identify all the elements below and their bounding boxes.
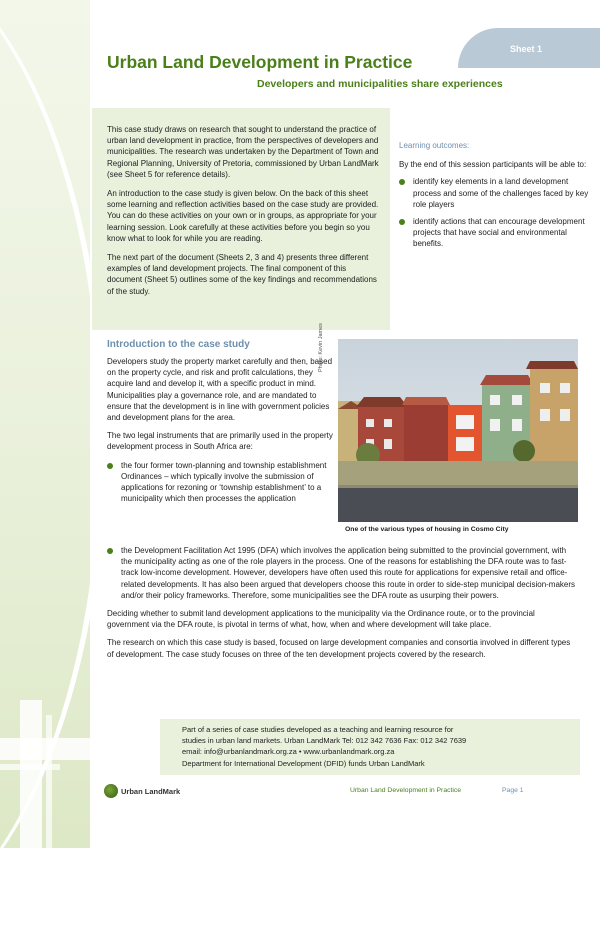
learning-outcomes-heading: Learning outcomes:: [399, 141, 470, 150]
learning-outcome-item: [399, 176, 589, 210]
bullet-icon: [399, 179, 405, 185]
footer-info-text: [182, 724, 572, 769]
case-study-full-width: [107, 545, 579, 667]
globe-icon: [104, 784, 118, 798]
intro-paragraph: An introduction to the case study is given below. On the back of this sheet some learning and reflection activities based on the case study are provided. You can do these activities on your own or in groups, as appropriate for your learning session. Look carefully at these activities before you begin so you know what to look for while you are reading.: [107, 189, 379, 243]
learning-outcome-text: identify actions that can encourage development projects that have social and environmental benefits.: [413, 217, 585, 249]
intro-paragraph: This case study draws on research that sought to understand the practice of urban land development in practice, from the perspectives of developers and municipalities. The research was undertaken by the Department of Town and Regional Planning, University of Pretoria, commissioned by Urban LandMark (see Sheet 5 for reference details).: [107, 125, 379, 179]
footer-document-title: Urban Land Development in Practice: [350, 787, 462, 794]
cross-motif: [20, 700, 42, 848]
body-paragraph: Developers study the property market carefully and then, based on the property cycle, and risk and profit calculations, they acquire land and develop it, with a specific product in mind. Municipalities play a governance role, and are mandated to ensure that the development is in line with government policies and development plans for the area.: [107, 357, 333, 423]
page-title: Urban Land Development in Practice: [107, 52, 413, 72]
case-study-column: [107, 356, 333, 504]
intro-paragraph: The next part of the document (Sheets 2, 3 and 4) presents three different examples of land development projects. The final component of this document (Sheet 5) outlines some of the key findings and recommendations of the study.: [107, 253, 377, 296]
learning-outcome-text: identify key elements in a land development process and some of the challenges faced by key role players: [413, 177, 589, 209]
photo-credit: Photo: Kevin James: [318, 323, 324, 372]
logo-text: Urban LandMark: [121, 786, 181, 796]
list-item-text: the Development Facilitation Act 1995 (DFA) which involves the application being submitted to the provincial government, with the municipality acting as one of the role players in the process. One of the reasons for establishing the DFA route was to fast-track low-income development. However, developers have often used this route for applications for expensive retail and office-related developments. It has also been argued that developers choose this route in order to side-step municipal decision-makers and/or their policy frameworks. Therefore, some municipalities see the DFA route as usurping their powers.: [121, 546, 576, 600]
footer-line: Part of a series of case studies developed as a teaching and learning resource for: [182, 725, 454, 734]
body-paragraph: The two legal instruments that are primarily used in the property development process in South Africa are:: [107, 431, 333, 452]
page-number: Page 1: [502, 787, 524, 794]
body-paragraph: The research on which this case study is based, focused on large development companies and consortia involved in different types of development. The case study focuses on three of the ten development projects covered by the research.: [107, 638, 571, 659]
footer-line: studies in urban land markets. Urban LandMark Tel: 012 342 7636 Fax: 012 342 7639: [182, 736, 467, 746]
learning-outcomes: [399, 140, 589, 256]
list-item-text: the four former town-planning and township establishment Ordinances – which typically involve the submission of applications for rezoning or ‘township establishment’ to a municipality which then processes the application: [121, 460, 327, 504]
footer-line: email: info@urbanlandmark.org.za • www.urbanlandmark.org.za: [182, 747, 395, 757]
section-heading: Introduction to the case study: [107, 339, 250, 350]
bullet-icon: [107, 548, 113, 554]
bullet-icon: [399, 219, 405, 225]
cross-motif: [0, 764, 60, 770]
intro-text: [107, 124, 382, 305]
sheet-tab: [458, 28, 600, 68]
page-subtitle: Developers and municipalities share experiences: [257, 78, 503, 90]
bullet-icon: [107, 463, 113, 469]
urban-landmark-logo: [104, 784, 180, 798]
learning-outcomes-lead: By the end of this session participants will be able to:: [399, 160, 587, 170]
learning-outcome-item: [399, 216, 589, 250]
housing-photo: [338, 339, 578, 522]
photo-caption: One of the various types of housing in Cosmo City: [345, 526, 509, 533]
cross-motif: [46, 715, 52, 848]
list-item: [107, 545, 579, 601]
list-item: [107, 460, 333, 505]
footer-line: Department for International Development (DFID) funds Urban LandMark: [182, 758, 425, 768]
body-paragraph: Deciding whether to submit land development applications to the municipality via the Ordinance route, or to the provincial government via the DFA route, is pivotal in terms of what, how, when and where development will take place.: [107, 609, 535, 630]
sheet-label: Sheet 1: [509, 44, 542, 54]
